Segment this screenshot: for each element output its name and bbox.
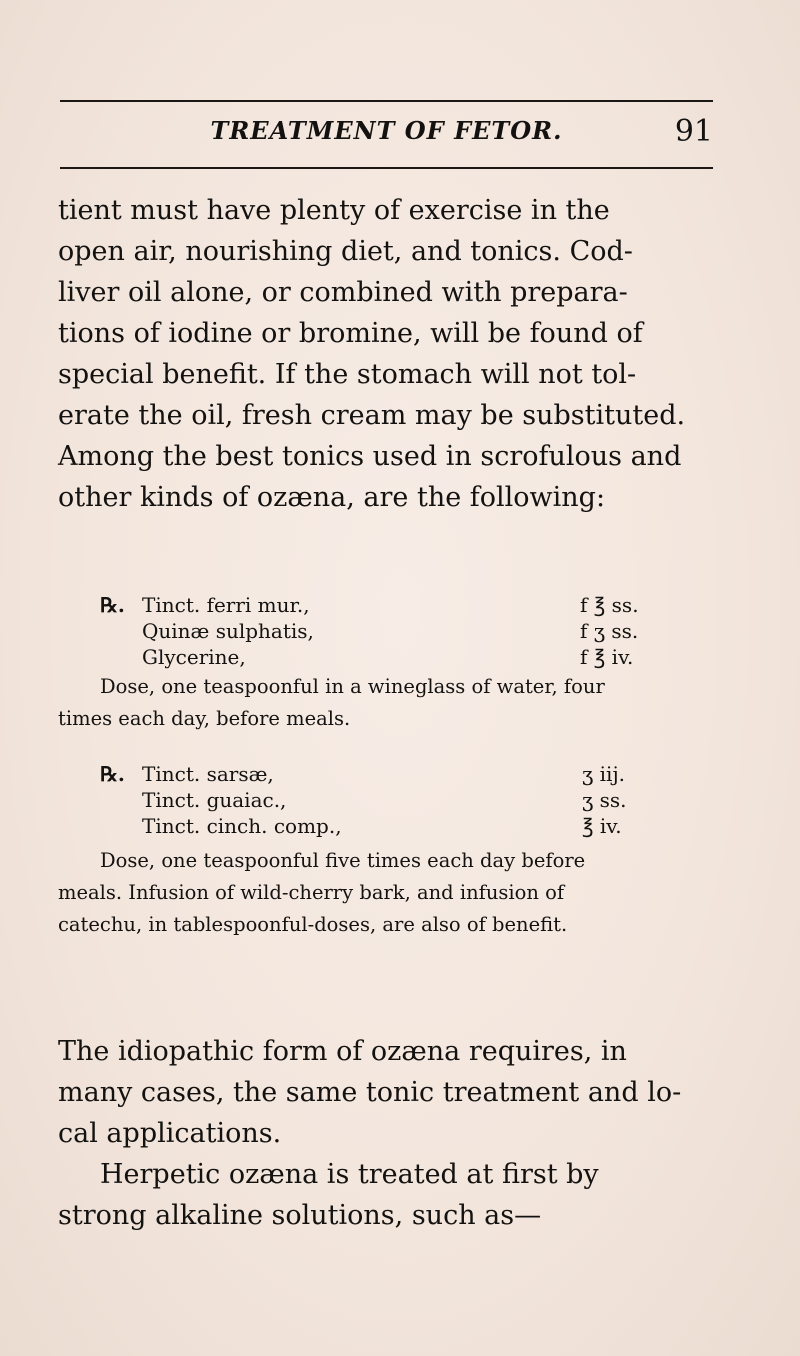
prescription-row (100, 814, 710, 840)
prescription-1 (100, 593, 710, 671)
quantity: ʒ ss. (582, 788, 627, 812)
recipe-symbol: ℞. (100, 762, 125, 786)
ingredient: Tinct. guaiac., (142, 788, 287, 812)
header-rule-top (60, 100, 713, 102)
ingredient: Tinct. cinch. comp., (142, 814, 342, 838)
page-header (60, 116, 713, 156)
prescription-row (100, 788, 710, 814)
quantity: f ℥ iv. (580, 645, 634, 669)
text-line: tions of iodine or bromine, will be found of (58, 318, 643, 349)
paragraph-idiopathic (58, 1031, 718, 1236)
paragraph-continued (58, 190, 718, 518)
text-line: meals. Infusion of wild-cherry bark, and infusion of (58, 881, 565, 904)
running-head: TREATMENT OF FETOR. (210, 116, 563, 145)
text-line: Among the best tonics used in scrofulous and (58, 441, 682, 472)
text-line: tient must have plenty of exercise in the (58, 195, 610, 226)
text-line: times each day, before meals. (58, 707, 351, 730)
text-line: other kinds of ozæna, are the following: (58, 482, 606, 513)
text-line: Dose, one teaspoonful in a wineglass of water, four (100, 675, 605, 698)
text-line: liver oil alone, or combined with prepara- (58, 277, 628, 308)
text-line: open air, nourishing diet, and tonics. Cod- (58, 236, 633, 267)
prescription-2 (100, 762, 710, 840)
text-line: many cases, the same tonic treatment and lo- (58, 1077, 682, 1108)
text-line: strong alkaline solutions, such as— (58, 1200, 542, 1231)
dose-instructions-1 (58, 671, 718, 735)
prescription-row (100, 762, 710, 788)
prescription-row (100, 645, 710, 671)
prescription-row (100, 593, 710, 619)
ingredient: Quinæ sulphatis, (142, 619, 314, 643)
recipe-symbol: ℞. (100, 593, 125, 617)
text-line: The idiopathic form of ozæna requires, in (58, 1036, 627, 1067)
header-rule-bottom (60, 167, 713, 169)
ingredient: Tinct. ferri mur., (142, 593, 310, 617)
text-line: catechu, in tablespoonful-doses, are also of benefit. (58, 913, 568, 936)
quantity: f ℥ ss. (580, 593, 639, 617)
ingredient: Glycerine, (142, 645, 246, 669)
text-line: cal applications. (58, 1118, 282, 1149)
prescription-row (100, 619, 710, 645)
text-line: Herpetic ozæna is treated at first by (100, 1159, 599, 1190)
page-number: 91 (674, 114, 713, 149)
text-line: Dose, one teaspoonful five times each day before (100, 849, 586, 872)
text-line: special benefit. If the stomach will not tol- (58, 359, 637, 390)
quantity: f ʒ ss. (580, 619, 639, 643)
ingredient: Tinct. sarsæ, (142, 762, 274, 786)
text-line: erate the oil, fresh cream may be substituted. (58, 400, 686, 431)
quantity: ℥ iv. (582, 814, 622, 838)
quantity: ʒ iij. (582, 762, 625, 786)
dose-instructions-2 (58, 845, 718, 941)
